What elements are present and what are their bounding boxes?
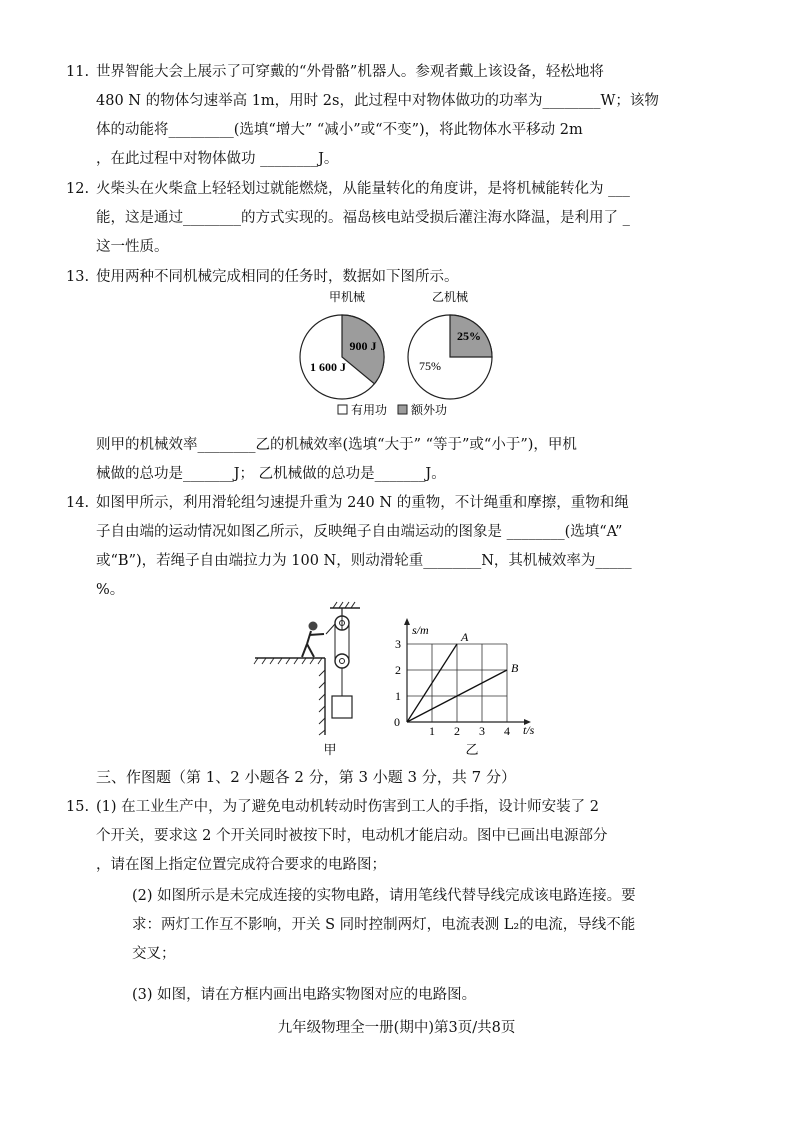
question-line: 这一性质。 xyxy=(96,239,169,255)
page-footer: 九年级物理全一册(期中)第3页/共8页 xyxy=(277,1020,516,1036)
legend-extra-label: 额外功 xyxy=(411,403,448,417)
question-14 xyxy=(66,489,696,605)
pulley-figure xyxy=(250,600,370,760)
x-tick-label: 0 xyxy=(394,715,400,729)
jia-machine-title: 甲机械 xyxy=(328,290,366,304)
y-tick-label: 2 xyxy=(395,663,401,677)
question-11 xyxy=(66,58,696,174)
question-line: 世界智能大会上展示了可穿戴的“外骨骼”机器人。参观者戴上该设备，轻松地将 xyxy=(96,64,604,80)
yi-useful-label: 75% xyxy=(419,359,441,373)
legend-useful-label: 有用功 xyxy=(351,403,388,417)
question-line: %。 xyxy=(96,582,125,598)
question-line: 火柴头在火柴盒上轻轻划过就能燃烧，从能量转化的角度讲，是将机械能转化为 ___ xyxy=(96,181,630,197)
question-line: 求：两灯工作互不影响，开关 S 同时控制两灯，电流表测 L₂的电流，导线不能 xyxy=(132,917,636,933)
x-tick-label: 2 xyxy=(454,724,460,738)
legend-extra-swatch xyxy=(398,405,407,414)
jia-extra-label: 900 J xyxy=(349,339,377,353)
question-line: 480 N 的物体匀速举高 1m，用时 2s，此过程中对物体做功的功率为________W；该物 xyxy=(96,93,659,109)
worker-icon xyxy=(302,622,324,658)
question-line: ，请在图上指定位置完成符合要求的电路图； xyxy=(96,857,386,873)
question-15-part-3 xyxy=(132,981,702,1010)
question-line: 或“B”)，若绳子自由端拉力为 100 N，则动滑轮重________N，其机械效率为_____ xyxy=(96,553,632,569)
question-12 xyxy=(66,175,696,262)
question-line: 交叉； xyxy=(132,946,176,962)
question-line: 械做的总功是_______J； 乙机械做的总功是_______J。 xyxy=(96,466,446,482)
legend-useful-swatch xyxy=(338,405,347,414)
question-15 xyxy=(66,793,696,880)
yi-extra-label: 25% xyxy=(457,329,481,343)
question-number: 15. xyxy=(66,799,90,815)
x-axis-label: t/s xyxy=(523,723,535,737)
question-line: 子自由端的运动情况如图乙所示，反映绳子自由端运动的图象是 ________(选填“A” xyxy=(96,524,623,540)
load-block xyxy=(332,696,352,718)
y-tick-label: 3 xyxy=(395,637,401,651)
question-13-answers xyxy=(96,431,696,489)
x-tick-label: 4 xyxy=(504,724,510,738)
y-axis-label: s/m xyxy=(412,623,429,637)
jia-useful-label: 1 600 J xyxy=(310,360,346,374)
question-line: 使用两种不同机械完成相同的任务时，数据如下图所示。 xyxy=(96,269,459,285)
x-tick-label: 3 xyxy=(479,724,485,738)
pie-charts-figure xyxy=(290,288,510,423)
section-heading: 三、作图题（第 1、2 小题各 2 分，第 3 小题 3 分，共 7 分） xyxy=(96,768,516,786)
question-line: 体的动能将_________(选填“增大” “减小”或“不变”)，将此物体水平移动 2m xyxy=(96,122,583,138)
question-line: 则甲的机械效率________乙的机械效率(选填“大于” “等于”或“小于”)，甲机 xyxy=(96,437,577,453)
s-t-graph xyxy=(390,615,550,760)
question-line: (3) 如图，请在方框内画出电路实物图对应的电路图。 xyxy=(132,987,477,1003)
question-number: 13. xyxy=(66,269,90,285)
series-label-a: A xyxy=(461,630,469,644)
y-tick-label: 1 xyxy=(395,689,401,703)
question-number: 14. xyxy=(66,495,90,511)
question-15-part-2 xyxy=(132,882,702,969)
question-number: 12. xyxy=(66,181,90,197)
question-line: (1) 在工业生产中，为了避免电动机转动时伤害到工人的手指，设计师安装了 2 xyxy=(96,799,599,815)
fig-yi-caption: 乙 xyxy=(465,743,479,758)
fig-jia-caption: 甲 xyxy=(323,743,337,758)
question-line: 如图甲所示，利用滑轮组匀速提升重为 240 N 的重物，不计绳重和摩擦，重物和绳 xyxy=(96,495,629,511)
x-tick-label: 1 xyxy=(429,724,435,738)
series-label-b: B xyxy=(511,661,519,675)
question-line: 能，这是通过________的方式实现的。福岛核电站受损后灌注海水降温，是利用了 _ xyxy=(96,210,630,226)
graph-grid xyxy=(407,644,507,722)
yi-machine-title: 乙机械 xyxy=(431,290,469,304)
question-line: 个开关，要求这 2 个开关同时被按下时，电动机才能启动。图中已画出电源部分 xyxy=(96,828,608,844)
question-number: 11. xyxy=(66,64,90,80)
question-line: ，在此过程中对物体做功 ________J。 xyxy=(96,151,339,167)
question-line: (2) 如图所示是未完成连接的实物电路，请用笔线代替导线完成该电路连接。要 xyxy=(132,888,636,904)
